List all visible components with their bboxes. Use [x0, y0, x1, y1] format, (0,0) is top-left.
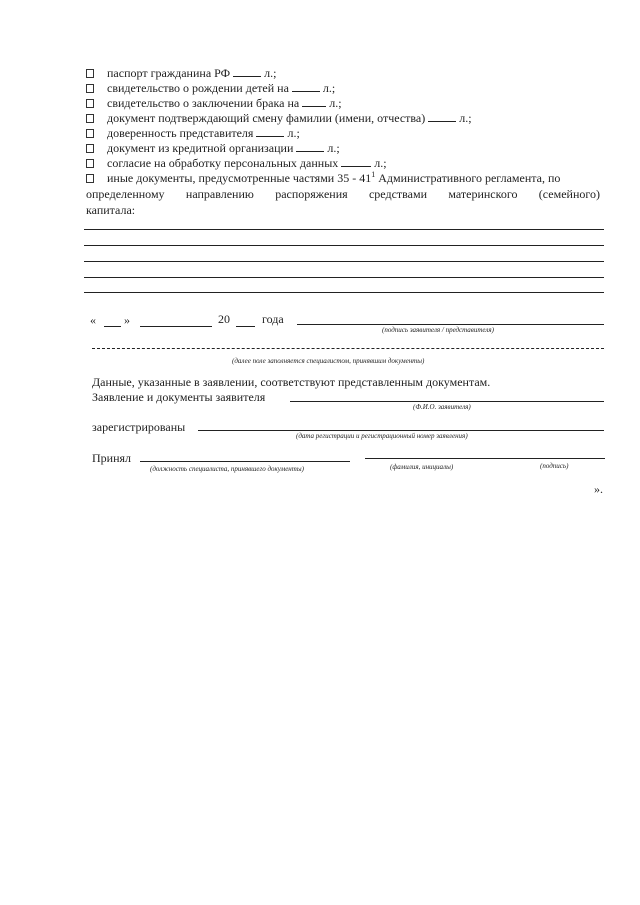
checklist-label: паспорт гражданина РФ [107, 66, 231, 80]
checklist-item-power-of-attorney[interactable] [86, 125, 300, 140]
other-docs-text: иные документы, предусмотренные частями 35 - 41 [107, 171, 372, 185]
checklist-label: согласие на обработку персональных данных [107, 156, 339, 170]
signature-hint-specialist: (подпись) [540, 462, 569, 470]
checklist-suffix: л.; [459, 111, 472, 125]
page-count-field[interactable] [341, 155, 371, 167]
checklist-item-passport[interactable] [86, 65, 276, 80]
year-word: года [262, 312, 284, 326]
checklist-label: документ из кредитной организации [107, 141, 294, 155]
checklist-item-credit-organization-document[interactable] [86, 140, 340, 155]
registration-hint: (дата регистрации и регистрационный номер заявления) [296, 432, 468, 440]
specialist-name-signature-field[interactable] [365, 458, 605, 459]
blank-line[interactable] [84, 261, 604, 262]
checkbox[interactable] [86, 114, 94, 123]
checklist-suffix: л.; [327, 141, 340, 155]
checkbox[interactable] [86, 144, 94, 153]
closing-mark: ». [594, 482, 603, 496]
superscript-mark: 1 [371, 170, 376, 179]
checkbox[interactable] [86, 159, 94, 168]
specialist-position-field[interactable] [140, 461, 350, 462]
checklist-label: свидетельство о рождении детей на [107, 81, 289, 95]
checkbox[interactable] [86, 69, 94, 78]
checklist-label: доверенность представителя [107, 126, 254, 140]
applicant-name-field[interactable] [290, 401, 604, 402]
date-open-quote: « [90, 313, 96, 327]
other-docs-line-3: капитала: [86, 203, 136, 217]
checklist-suffix: л.; [374, 156, 387, 170]
signature-hint: (подпись заявителя / представителя) [382, 326, 494, 334]
checklist-suffix: л.; [329, 96, 342, 110]
checkbox[interactable] [86, 129, 94, 138]
checklist-item-other-documents[interactable] [86, 171, 560, 186]
other-docs-line-2: определенному направлению распоряжения средствами материнского (семейного) [86, 187, 600, 201]
checklist-suffix: л.; [264, 66, 277, 80]
blank-line[interactable] [84, 229, 604, 230]
page-count-field[interactable] [233, 65, 261, 77]
specialist-hint: (далее поле заполняется специалистом, принявшим документы) [232, 357, 425, 365]
checkbox[interactable] [86, 84, 94, 93]
blank-line[interactable] [84, 292, 604, 293]
applicant-docs-label: Заявление и документы заявителя [92, 390, 266, 404]
other-docs-text-continued: Административного регламента, по [378, 171, 561, 185]
checklist-suffix: л.; [322, 81, 336, 95]
page-count-field[interactable] [302, 95, 326, 107]
year-field[interactable] [236, 326, 255, 327]
checklist-label: документ подтверждающий смену фамилии (имени, отчества) [107, 111, 426, 125]
registered-label: зарегистрированы [92, 420, 186, 434]
page-count-field[interactable] [292, 80, 320, 92]
date-close-quote: » [124, 313, 130, 327]
specialist-separator [92, 348, 604, 349]
checklist-item-personal-data-consent[interactable] [86, 155, 387, 170]
checklist-suffix: л.; [287, 126, 300, 140]
page-count-field[interactable] [296, 140, 324, 152]
year-prefix: 20 [218, 312, 230, 326]
checklist-label: свидетельство о заключении брака на [107, 96, 300, 110]
checkbox[interactable] [86, 99, 94, 108]
checklist-item-name-change-document[interactable] [86, 110, 472, 125]
confirmation-text: Данные, указанные в заявлении, соответствуют представленным документам. [92, 375, 491, 389]
applicant-signature-field[interactable] [297, 324, 604, 325]
checklist-item-birth-certificate[interactable] [86, 80, 335, 95]
page-count-field[interactable] [256, 125, 284, 137]
checklist-item-marriage-certificate[interactable] [86, 95, 342, 110]
registration-field[interactable] [198, 430, 604, 431]
day-field[interactable] [104, 326, 121, 327]
applicant-name-hint: (Ф.И.О. заявителя) [413, 403, 471, 411]
position-hint: (должность специалиста, принявшего документы) [150, 465, 304, 473]
blank-line[interactable] [84, 245, 604, 246]
page-count-field[interactable] [428, 110, 456, 122]
month-field[interactable] [140, 326, 212, 327]
blank-line[interactable] [84, 277, 604, 278]
name-hint: (фамилия, инициалы) [390, 463, 454, 471]
checkbox[interactable] [86, 174, 94, 183]
accepted-label: Принял [92, 451, 132, 465]
